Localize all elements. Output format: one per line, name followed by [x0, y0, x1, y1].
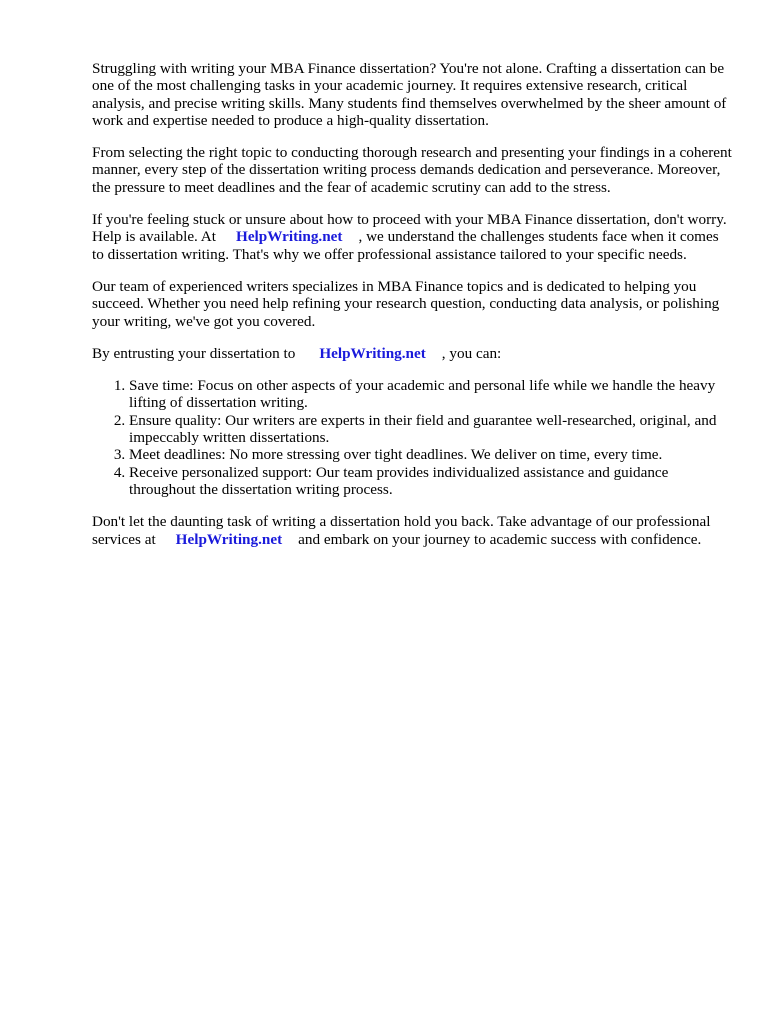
challenges-paragraph: From selecting the right topic to conducting thorough research and presenting your findings in a coherent manner, every step of the dissertation writing process demands dedication and perseverance. Moreover, the pressure to meet deadlines and the fear of academic scrutiny can add to the stress.	[92, 144, 732, 196]
list-item: 1. Save time: Focus on other aspects of your academic and personal life while we handle the heavy lifting of dissertation writing.	[129, 377, 732, 412]
intro-paragraph: Struggling with writing your MBA Finance dissertation? You're not alone. Crafting a dissertation can be one of the most challenging tasks in your academic journey. It requires extensive research, critical analysis, and precise writing skills. Many students find themselves overwhelmed by the sheer amount of work and expertise needed to produce a high-quality dissertation.	[92, 60, 727, 129]
helpwriting-link[interactable]: HelpWriting.net	[236, 228, 343, 246]
closing-text-before: Don't let the daunting task of writing a dissertation hold you back. Take advantage of our professional services at	[92, 513, 711, 548]
entrusting-text-after: , you can:	[441, 344, 502, 362]
help-available-paragraph	[92, 211, 732, 263]
closing-text-after: and embark on your journey to academic success with confidence.	[298, 530, 702, 548]
entrusting-text-before: By entrusting your dissertation to	[92, 344, 296, 362]
benefits-list	[92, 377, 732, 498]
document-body	[92, 60, 732, 563]
team-paragraph: Our team of experienced writers specializes in MBA Finance topics and is dedicated to helping you succeed. Whether you need help refining your research question, conducting data analysis, or polishing your writing, we've got you covered.	[92, 277, 720, 330]
helpwriting-link[interactable]: HelpWriting.net	[175, 530, 283, 548]
closing-paragraph	[92, 513, 732, 548]
helpwriting-link[interactable]: HelpWriting.net	[319, 344, 426, 362]
help-available-text-before: If you're feeling stuck or unsure about how to proceed with your MBA Finance dissertation, don't worry. Help is available. At	[92, 211, 727, 246]
entrusting-paragraph	[92, 345, 732, 362]
help-available-text-after: , we understand the challenges students face when it comes to dissertation writing. That's why we offer professional assistance tailored to your specific needs.	[92, 228, 719, 263]
list-item: 3. Meet deadlines: No more stressing over tight deadlines. We deliver on time, every time.	[129, 446, 732, 463]
list-item: 4. Receive personalized support: Our team provides individualized assistance and guidance throughout the dissertation writing process.	[129, 464, 732, 499]
list-item: 2. Ensure quality: Our writers are experts in their field and guarantee well-researched, original, and impeccably written dissertations.	[129, 412, 732, 447]
